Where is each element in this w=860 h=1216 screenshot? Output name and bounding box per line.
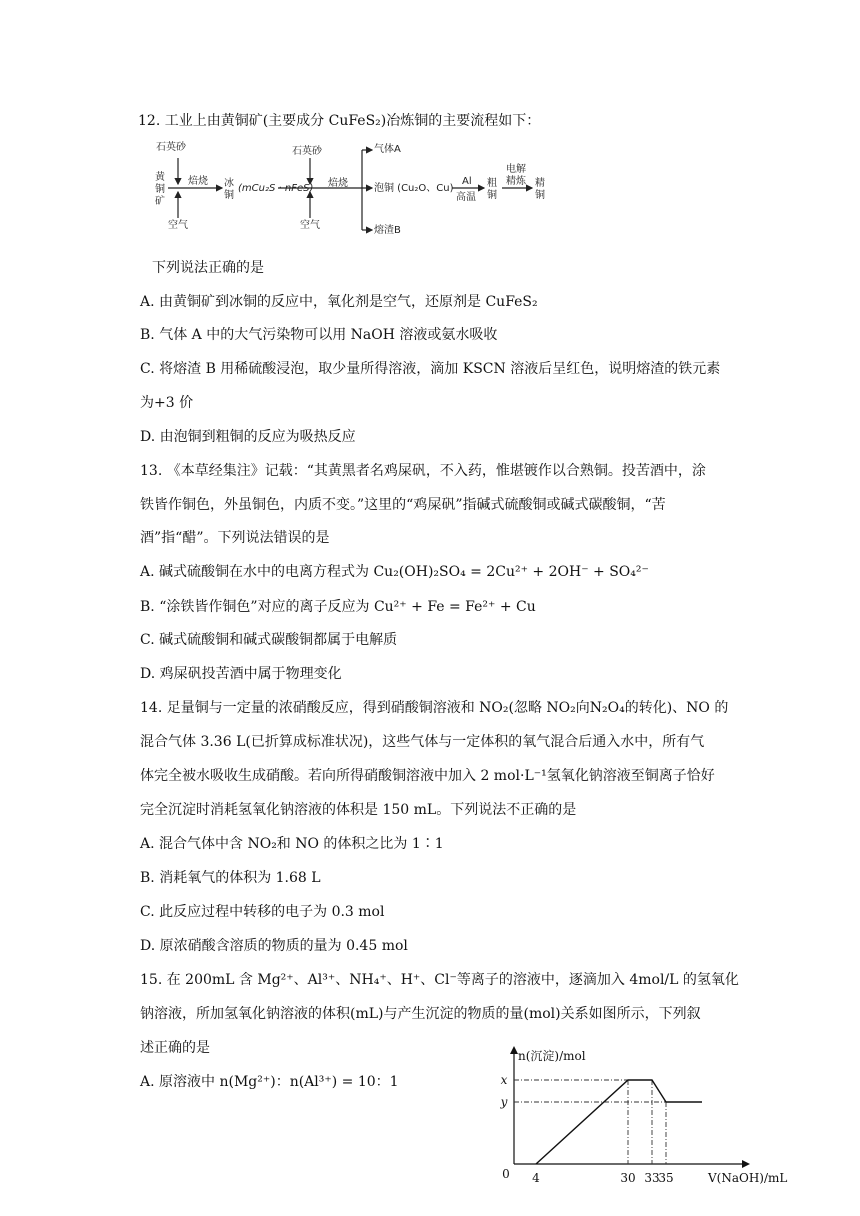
flow-electrolysis: 电解 <box>506 164 526 175</box>
y-axis-arrow <box>510 1046 518 1054</box>
flow-refine: 精炼 <box>506 176 526 187</box>
q12-flowchart <box>150 140 570 240</box>
q13-stem-2: 铁皆作铜色，外虽铜色，内质不变。”这里的“鸡屎矾”指碱式硫酸铜或碱式碳酸铜，“苦 <box>140 497 666 513</box>
q14-option-c: C. 此反应过程中转移的电子为 0.3 mol <box>140 904 385 920</box>
q13-option-a: A. 碱式硫酸铜在水中的电离方程式为 Cu₂(OH)₂SO₄ = 2Cu²⁺ + 2OH⁻ + SO₄²⁻ <box>140 564 649 580</box>
origin-label: 0 <box>502 1167 510 1181</box>
q12-option-a: A. 由黄铜矿到冰铜的反应中，氧化剂是空气，还原剂是 CuFeS₂ <box>140 294 538 310</box>
q15-stem-1: 15. 在 200mL 含 Mg²⁺、Al³⁺、NH₄⁺、H⁺、Cl⁻等离子的溶液中，逐滴加入 4mol/L 的氢氧化 <box>140 972 739 988</box>
flow-ore: 黄铜矿 <box>155 172 165 207</box>
q14-option-d: D. 原浓硝酸含溶质的物质的量为 0.45 mol <box>140 938 408 954</box>
x-tick-35: 35 <box>658 1171 674 1185</box>
flowchart-lines <box>150 140 570 240</box>
q14-stem-4: 完全沉淀时消耗氢氧化钠溶液的体积是 150 mL。下列说法不正确的是 <box>140 802 577 818</box>
q13-stem-1: 13. 《本草经集注》记载：“其黄黑者名鸡屎矾，不入药，惟堪镀作以合熟铜。投苦酒中，涂 <box>140 463 706 479</box>
q13-option-c: C. 碱式硫酸铜和碱式碳酸铜都属于电解质 <box>140 632 398 648</box>
q12-option-c-cont: 为+3 价 <box>140 395 194 411</box>
q14-option-b: B. 消耗氧气的体积为 1.68 L <box>140 870 321 886</box>
flow-roast-1: 焙烧 <box>188 176 208 187</box>
flow-crude-copper: 粗铜 <box>487 178 497 201</box>
q12-option-c: C. 将熔渣 B 用稀硫酸浸泡，取少量所得溶液，滴加 KSCN 溶液后呈红色，说明熔渣的铁元素 <box>140 361 721 377</box>
y-axis-label: n(沉淀)/mol <box>518 1049 586 1063</box>
flow-roast-2: 焙烧 <box>328 178 348 189</box>
q14-stem-2: 混合气体 3.36 L(已折算成标准状况)，这些气体与一定体积的氧气混合后通入水中，所有气 <box>140 734 705 750</box>
flow-matte-formula: (mCu₂S · nFeS) <box>238 183 314 194</box>
flow-quartz-1: 石英砂 <box>156 142 186 153</box>
flow-high-temp: 高温 <box>456 192 476 203</box>
q15-stem-2: 钠溶液，所加氢氧化钠溶液的体积(mL)与产生沉淀的物质的量(mol)关系如图所示，下列叙 <box>140 1006 701 1022</box>
flow-air-2: 空气 <box>300 220 320 231</box>
flow-quartz-2: 石英砂 <box>292 146 322 157</box>
q12-option-b: B. 气体 A 中的大气污染物可以用 NaOH 溶液或氨水吸收 <box>140 327 498 343</box>
flow-blister-copper: 泡铜 (Cu₂O、Cu) <box>374 183 454 194</box>
flow-al: Al <box>462 176 472 187</box>
q15-option-a: A. 原溶液中 n(Mg²⁺)：n(Al³⁺) = 10：1 <box>140 1074 399 1090</box>
q12-lead: 下列说法正确的是 <box>152 260 264 276</box>
precipitate-chart <box>490 1040 788 1200</box>
flow-matte: 冰铜 <box>224 178 234 201</box>
x-axis-arrow <box>742 1160 750 1168</box>
q13-option-d: D. 鸡屎矾投苦酒中属于物理变化 <box>140 666 342 682</box>
precipitate-line <box>536 1080 702 1164</box>
x-tick-33: 33 <box>644 1171 660 1185</box>
y-tick-y: y <box>500 1095 508 1109</box>
flow-slag-b: 熔渣B <box>374 225 401 236</box>
flow-air-1: 空气 <box>168 220 188 231</box>
flow-refined-copper: 精铜 <box>535 178 545 201</box>
x-tick-30: 30 <box>620 1171 636 1185</box>
q14-stem-1: 14. 足量铜与一定量的浓硝酸反应，得到硝酸铜溶液和 NO₂(忽略 NO₂向N₂O₄的转化)、NO 的 <box>140 700 729 716</box>
q12-option-d: D. 由泡铜到粗铜的反应为吸热反应 <box>140 429 356 445</box>
q15-stem-3: 述正确的是 <box>140 1040 210 1056</box>
q14-stem-3: 体完全被水吸收生成硝酸。若向所得硝酸铜溶液中加入 2 mol·L⁻¹氢氧化钠溶液至铜离子恰好 <box>140 768 715 784</box>
x-tick-4: 4 <box>532 1171 540 1185</box>
x-axis-label: V(NaOH)/mL <box>708 1171 788 1185</box>
q13-stem-3: 酒”指“醋”。下列说法错误的是 <box>140 530 330 546</box>
q12-stem: 12. 工业上由黄铜矿(主要成分 CuFeS₂)冶炼铜的主要流程如下： <box>138 113 541 129</box>
y-tick-x: x <box>500 1073 508 1087</box>
q13-option-b: B. “涂铁皆作铜色”对应的离子反应为 Cu²⁺ + Fe = Fe²⁺ + Cu <box>140 599 536 615</box>
q14-option-a: A. 混合气体中含 NO₂和 NO 的体积之比为 1∶1 <box>140 836 444 852</box>
flow-gas-a: 气体A <box>374 144 401 155</box>
